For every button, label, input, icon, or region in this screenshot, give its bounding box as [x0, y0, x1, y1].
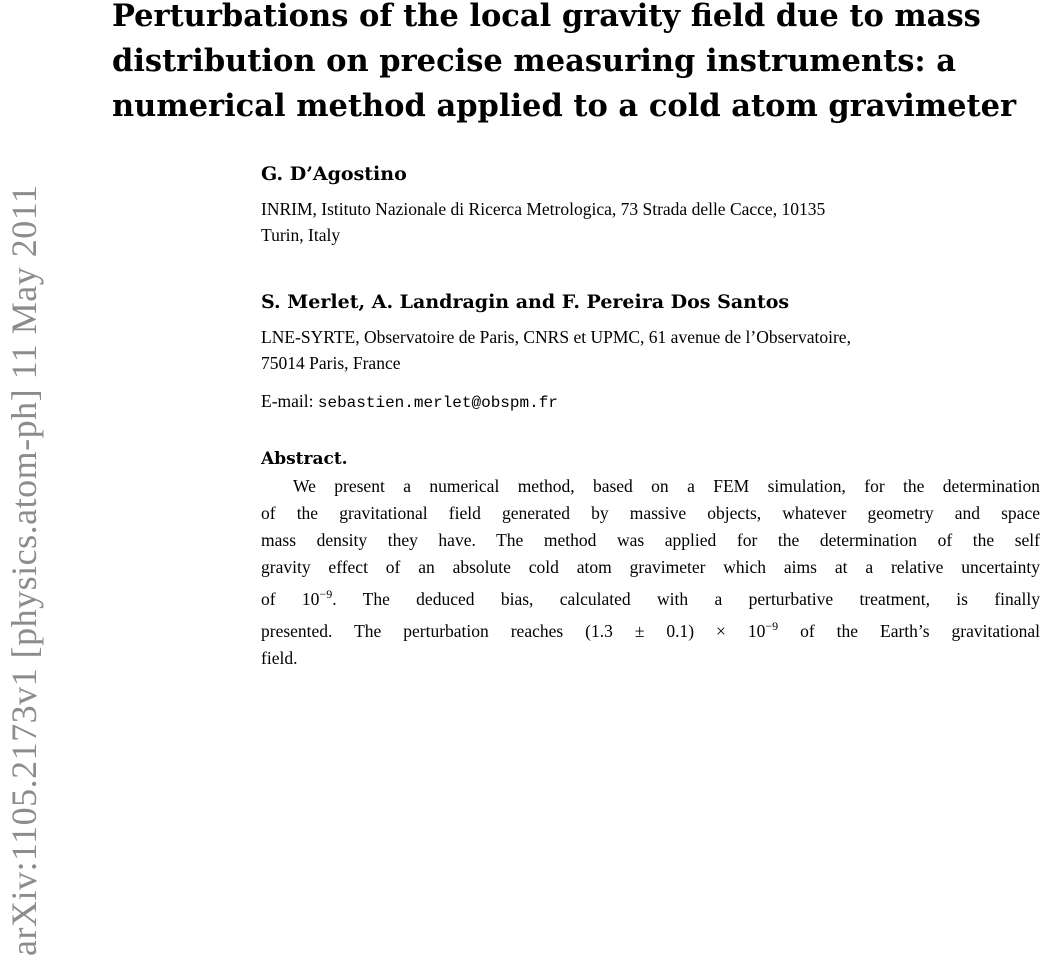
title-line: numerical method applied to a cold atom gravimeter — [112, 88, 1017, 124]
affiliation-line: LNE-SYRTE, Observatoire de Paris, CNRS et UPMC, 61 avenue de l’Observatoire, — [261, 327, 851, 347]
abstract-fragment: of 10 — [261, 589, 320, 609]
abstract-line: We present a numerical method, based on a FEM simulation, for the determination — [293, 476, 1040, 496]
author-name: G. D’Agostino — [261, 163, 407, 185]
abstract-line: mass density they have. The method was applied for the determination of the self — [261, 530, 1040, 550]
title-line: Perturbations of the local gravity field due to mass — [112, 0, 981, 34]
abstract-line — [261, 613, 1040, 645]
front-matter — [261, 162, 1040, 672]
abstract-fragment: of the Earth’s gravitational — [778, 621, 1040, 641]
email-label: E-mail: — [261, 391, 314, 411]
affiliation-line: Turin, Italy — [261, 225, 341, 245]
abstract-line: field. — [261, 648, 298, 668]
author-name: S. Merlet, A. Landragin and F. Pereira Dos Santos — [261, 291, 790, 313]
abstract-line: gravity effect of an absolute cold atom gravimeter which aims at a relative uncertainty — [261, 557, 1040, 577]
author-block-1 — [261, 162, 1040, 248]
author-affiliation — [261, 324, 1040, 376]
abstract-line: of the gravitational field generated by massive objects, whatever geometry and space — [261, 503, 1040, 523]
affiliation-line: INRIM, Istituto Nazionale di Ricerca Metrologica, 73 Strada delle Cacce, 10135 — [261, 199, 826, 219]
arxiv-stamp — [0, 0, 48, 956]
arxiv-identifier: arXiv:1105.2173v1 [physics.atom-ph] 11 May 2011 — [4, 184, 44, 956]
exponent: −9 — [319, 587, 333, 601]
abstract-heading: Abstract. — [261, 449, 348, 469]
affiliation-line: 75014 Paris, France — [261, 353, 401, 373]
abstract-fragment: presented. The perturbation reaches (1.3 ± 0.1) × 10 — [261, 621, 766, 641]
contact-email — [261, 389, 1040, 415]
author-affiliation — [261, 196, 1040, 248]
paper-title — [112, 0, 1040, 129]
exponent: −9 — [765, 619, 779, 633]
abstract-line — [261, 581, 1040, 613]
title-line: distribution on precise measuring instruments: a — [112, 43, 957, 79]
author-block-2 — [261, 290, 1040, 376]
email-address[interactable]: sebastien.merlet@obspm.fr — [317, 394, 558, 412]
abstract-fragment: . The deduced bias, calculated with a perturbative treatment, is finally — [332, 589, 1040, 609]
abstract-text — [261, 473, 1040, 672]
